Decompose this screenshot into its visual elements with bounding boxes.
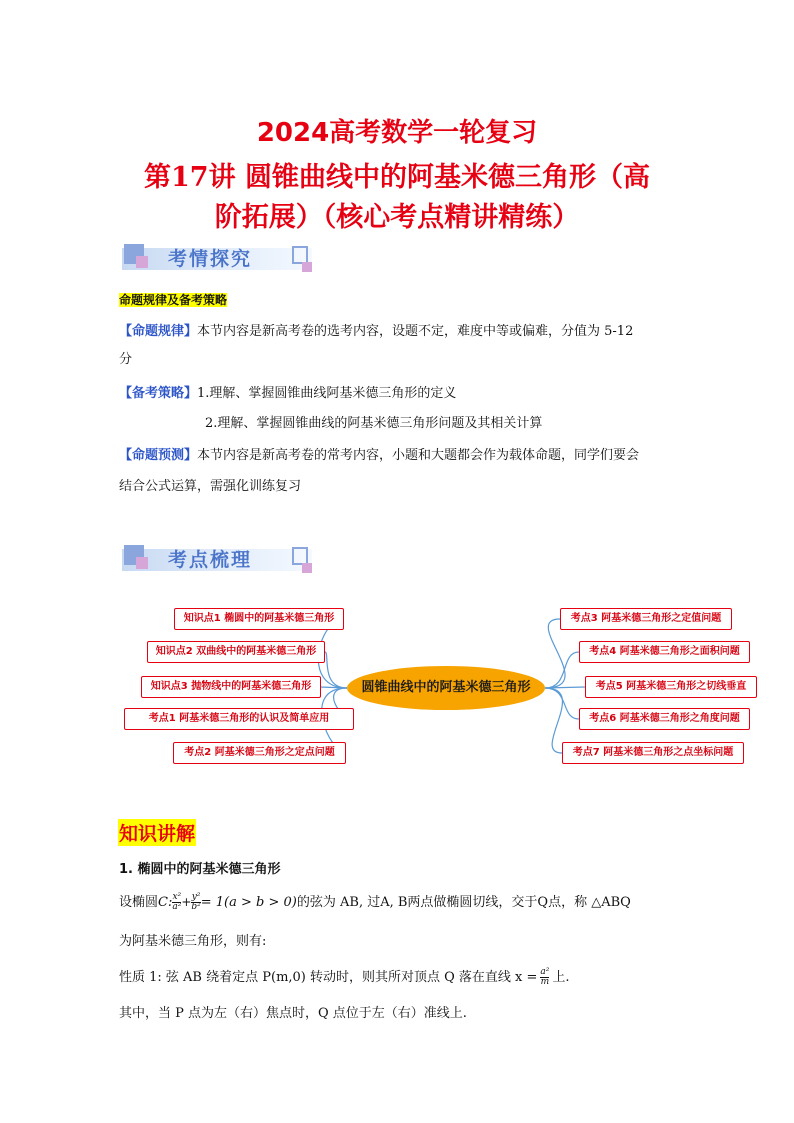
rule-paragraph: 【命题规律】本节内容是新高考卷的选考内容，设题不定，难度中等或偏难，分值为 5-12	[119, 324, 634, 339]
rule-paragraph-cont: 分	[119, 352, 133, 367]
mindmap-node-right-3: 考点5 阿基米德三角形之切线垂直	[585, 676, 757, 698]
strategy-heading: 命题规律及备考策略	[119, 293, 228, 307]
connector-line	[545, 688, 562, 753]
prediction-tag: 【命题预测】	[119, 448, 198, 463]
prep-tag: 【备考策略】	[119, 386, 198, 401]
mindmap-node-left-1: 知识点1 椭圆中的阿基米德三角形	[174, 608, 344, 630]
property-1-note: 其中，当 P 点为左（右）焦点时，Q 点位于左（右）准线上.	[119, 1006, 467, 1021]
mindmap-node-right-1: 考点3 阿基米德三角形之定值问题	[560, 608, 732, 630]
ellipse-equation: $\frac{\text{x²}}{\text{a²}}$	[172, 892, 182, 912]
mindmap-node-right-2: 考点4 阿基米德三角形之面积问题	[579, 641, 750, 663]
property-1: 性质 1: 弦 AB 绕着定点 P(m,0) 转动时，则其所对顶点 Q 落在直线 x = $\frac{\text{a²}}{m}$ 上.	[119, 967, 570, 987]
mindmap-node-left-2: 知识点2 双曲线中的阿基米德三角形	[147, 641, 325, 663]
prediction-paragraph-cont: 结合公式运算，需强化训练复习	[119, 479, 302, 494]
mindmap-node-left-4: 考点1 阿基米德三角形的认识及简单应用	[124, 708, 354, 730]
mindmap-node-right-5: 考点7 阿基米德三角形之点坐标问题	[562, 742, 744, 764]
banner-label: 考情探究	[168, 248, 253, 270]
mindmap-node-right-4: 考点6 阿基米德三角形之角度问题	[579, 708, 750, 730]
banner-label: 考点梳理	[168, 549, 253, 571]
document-title: 2024高考数学一轮复习	[256, 118, 538, 148]
lecture-title-line1: 第17讲 圆锥曲线中的阿基米德三角形（高	[144, 162, 650, 193]
mindmap-node-left-3: 知识点3 抛物线中的阿基米德三角形	[141, 676, 321, 698]
lecture-title-line2: 阶拓展）（核心考点精讲精练）	[214, 202, 580, 233]
prep-item-2: 2.理解、掌握圆锥曲线的阿基米德三角形问题及其相关计算	[205, 416, 543, 431]
mindmap-center-node: 圆锥曲线中的阿基米德三角形	[347, 666, 545, 710]
knowledge-banner: 知识讲解	[118, 819, 196, 846]
prep-paragraph: 【备考策略】1.理解、掌握圆锥曲线阿基米德三角形的定义	[119, 386, 457, 401]
knowledge-heading-1: 1. 椭圆中的阿基米德三角形	[119, 862, 281, 877]
mindmap-node-left-5: 考点2 阿基米德三角形之定点问题	[173, 742, 346, 764]
directrix-fraction: $\frac{\text{a²}}{m}$	[540, 967, 550, 987]
definition-paragraph-cont: 为阿基米德三角形，则有:	[119, 934, 267, 949]
definition-paragraph: 设椭圆C: $\frac{\text{x²}}{\text{a²}}$ + $\frac{\text{y²}}{\text{b²}}$ = 1(a > b > 0)的弦为 AB, 过A, B两点做椭圆切线，交于Q点，称 △ABQ	[119, 892, 631, 912]
rule-tag: 【命题规律】	[119, 324, 198, 339]
prediction-paragraph: 【命题预测】本节内容是新高考卷的常考内容，小题和大题都会作为载体命题，同学们要会	[119, 448, 640, 463]
